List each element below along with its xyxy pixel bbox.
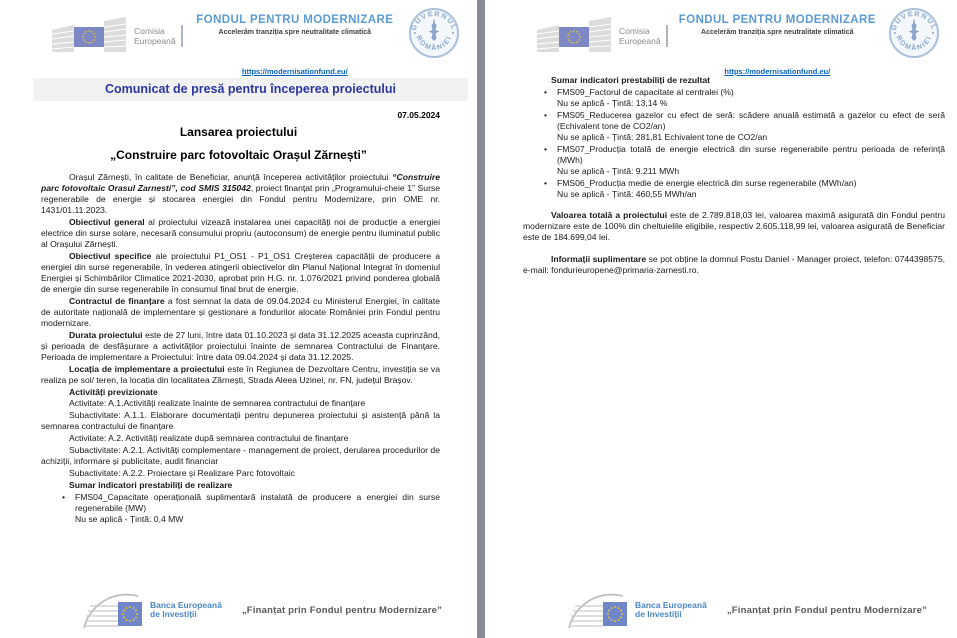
indicator-target: Nu se aplică - Țintă: 460,55 MWh/an bbox=[557, 189, 697, 199]
page2-footer bbox=[485, 590, 927, 630]
indicator-target: Nu se aplică - Țintă: 281,81 Echivalent tone de CO2/an bbox=[557, 132, 768, 142]
result-indicators-heading: Sumar indicatori prestabiliți de rezultat bbox=[551, 75, 711, 85]
page-divider bbox=[477, 0, 485, 638]
eib-icon bbox=[82, 590, 144, 630]
page2-header bbox=[485, 0, 957, 76]
eu-flag-icon bbox=[537, 14, 613, 58]
eib-label: Banca Europeană de Investiții bbox=[635, 599, 707, 619]
activity-line: Subactivitate: A.2.2. Proiectare și Realizare Parc fotovoltaic bbox=[69, 468, 295, 478]
funding-motto: „Finanțat prin Fondul pentru Modernizare” bbox=[241, 604, 443, 616]
project-title-line2: „Construire parc fotovoltaic Orașul Zărnești” bbox=[110, 148, 367, 162]
fund-subtitle: Accelerăm tranziția spre neutralitate climatică bbox=[218, 29, 372, 36]
european-commission-label: Comisia Europeană bbox=[134, 26, 176, 46]
seal-bottom-text: ROMÂNIEI bbox=[414, 34, 454, 53]
european-commission-label: Comisia Europeană bbox=[619, 26, 661, 46]
indicator-target: Nu se aplică - Țintă: 0,4 MW bbox=[75, 514, 184, 524]
intro-post: , proiect finanțat prin „Programului-cheie 1” Surse regenerabile de energie și stocarea energiei din Fondul pentru Modernizare, prin OME nr. 1431/01.11.2023. bbox=[41, 183, 441, 215]
seal-top-text: GUVERNUL bbox=[890, 10, 938, 32]
romanian-government-seal-icon bbox=[887, 6, 941, 60]
eib-logo bbox=[567, 590, 707, 630]
paragraph-contact: Informații suplimentare se pot obține la domnul Postu Daniel - Manager proiect, telefon: 0744398575, e-mail: fondurieuropene@primaria-zarnesti.ro. bbox=[523, 254, 946, 275]
funding-motto: „Finanțat prin Fondul pentru Modernizare” bbox=[726, 604, 928, 616]
indicator-item-fms04: • FMS04_Capacitate operațională suplimentară instalată de producere a energiei din surse regenerabile (MW) Nu se aplică - Țintă: 0,4 MW bbox=[58, 492, 440, 525]
page-1 bbox=[0, 0, 477, 638]
fund-header bbox=[668, 6, 887, 79]
page1-body bbox=[41, 172, 440, 525]
output-indicators-list bbox=[58, 492, 440, 525]
project-title-line1: Lansarea proiectului bbox=[179, 125, 298, 139]
eu-flag-icon bbox=[52, 14, 128, 58]
activity-line: Activitate: A.2. Activități realizate după semnarea contractului de finanțare bbox=[69, 433, 349, 443]
fund-header bbox=[183, 6, 407, 79]
fund-subtitle: Accelerăm tranziția spre neutralitate climatică bbox=[701, 29, 854, 36]
page-2 bbox=[485, 0, 957, 638]
modernisation-fund-link[interactable]: https://modernisationfund.eu/ bbox=[241, 67, 348, 76]
indicator-target: Nu se aplică - Țintă: 13,14 % bbox=[557, 98, 668, 108]
modernisation-fund-link[interactable]: https://modernisationfund.eu/ bbox=[724, 67, 831, 76]
page1-header bbox=[0, 0, 477, 76]
indicator-item-fms07: • FMS07_Producția totală de energie electrică din surse regenerabile pentru perioada de referință (MWh) Nu se aplică - Țintă: 9.211 MWh bbox=[540, 144, 945, 177]
romanian-government-seal-icon bbox=[407, 6, 461, 60]
activities-heading: Activități previzionate bbox=[69, 387, 158, 397]
indicator-target: Nu se aplică - Țintă: 9.211 MWh bbox=[557, 166, 680, 176]
paragraph-total-value: Valoarea totală a proiectului este de 2.789.818,03 lei, valoarea maximă asigurată din Fondul pentru modernizare este de 100% din cheltuielile eligibile, respectiv 2.605.118,99 lei, valoarea asigurată de Beneficiar este de 184.699,04 lei. bbox=[523, 210, 945, 242]
page1-footer bbox=[0, 590, 442, 630]
intro-paragraph bbox=[41, 172, 440, 216]
seal-bottom-text: ROMÂNIEI bbox=[894, 34, 934, 53]
activity-line: Activitate: A.1.Activități realizate înainte de semnarea contractului de finanțare bbox=[69, 398, 366, 408]
paragraph-duration: Durata proiectului este de 27 luni, între data 01.10.2023 și data 31.12.2025 aceasta cuprinzând, și perioada de desfășurare a activităților proiectului înainte de semnarea Contractului de Finanțare. Perioada de implementare a Proiectului: între data 09.04.2024 și data 31.12.2025. bbox=[41, 330, 440, 362]
european-commission-logo bbox=[52, 14, 183, 58]
intro-project-name: “Construire parc fotovoltaic Orasul Zarnesti”, cod SMIS 315042 bbox=[41, 172, 440, 193]
fund-title: FONDUL PENTRU MODERNIZARE bbox=[196, 14, 394, 26]
intro-pre: Orașul Zărnești, în calitate de Beneficiar, anunță începerea activităților proiectului bbox=[69, 172, 393, 182]
indicator-item-fms09: • FMS09_Factorul de capacitate al centralei (%) Nu se aplică - Țintă: 13,14 % bbox=[540, 87, 945, 109]
seal-top-text: GUVERNUL bbox=[410, 10, 458, 32]
output-indicators-heading: Sumar indicatori prestabiliți de realizare bbox=[69, 480, 233, 490]
release-date: 07.05.2024 bbox=[397, 110, 440, 120]
fund-title: FONDUL PENTRU MODERNIZARE bbox=[678, 14, 876, 26]
activity-line: Subactivitate: A.2.1. Activități complementare - management de proiect, derularea procedurilor de achiziții, informare și publicitate, audit financiar bbox=[41, 445, 440, 466]
indicator-item-fms06: • FMS06_Producția medie de energie electrică din surse regenerabile (MWh/an) Nu se aplică - Țintă: 460,55 MWh/an bbox=[540, 178, 945, 200]
eib-label: Banca Europeană de Investiții bbox=[150, 599, 222, 619]
result-indicators-list bbox=[540, 87, 945, 200]
european-commission-logo bbox=[537, 14, 668, 58]
page2-body bbox=[523, 75, 945, 276]
press-release-banner: Comunicat de presă pentru începerea proiectului bbox=[33, 78, 468, 101]
eib-icon bbox=[567, 590, 629, 630]
paragraph-contract: Contractul de finanțare a fost semnat la data de 09.04.2024 cu Ministerul Energiei, în calitate de autoritate națională de implementare și gestionare a fondurilor alocate României prin Fondul pentru modernizare. bbox=[41, 296, 440, 328]
eib-logo bbox=[82, 590, 222, 630]
paragraph-objective-specific: Obiectivul specifice ale proiectului P1_OS1 - P1_OS1 Creșterea capacității de producere a energiei din surse regenerabile, în vederea atingerii obiectivelor din Planul Național Integrat în domeniul Energiei și Schimbărilor Climatice 2021-2030, aprobat prin H.G. nr. 1.076/2021 privind ponderea globală de energie din surse regenerabile în consumul final brut de energie. bbox=[41, 251, 441, 294]
indicator-item-fms05: • FMS05_Reducerea gazelor cu efect de seră: scădere anuală estimată a gazelor cu efect de seră (Echivalent tone de CO2/an) Nu se aplică - Țintă: 281,81 Echivalent tone de CO2/an bbox=[540, 110, 945, 143]
paragraph-location: Locația de implementare a proiectului este în Regiunea de Dezvoltare Centru, investiția se va realiza pe sol/ teren, la locatia din localitatea Zărnești, Strada Aleea Uzinei, nr. FN, județul Brașov. bbox=[41, 364, 440, 385]
activity-line: Subactivitate: A.1.1. Elaborare documentații pentru depunerea proiectului și asistență până la semnarea contractului de finanțare bbox=[41, 410, 440, 431]
paragraph-objective-general: Obiectivul general al proiectului vizează instalarea unei capacități noi de producție a energiei electrice din surse solare, necesară consumului propriu (autoconsum) de energie pentru iluminatul public al Orașului Zărnești. bbox=[41, 217, 440, 249]
